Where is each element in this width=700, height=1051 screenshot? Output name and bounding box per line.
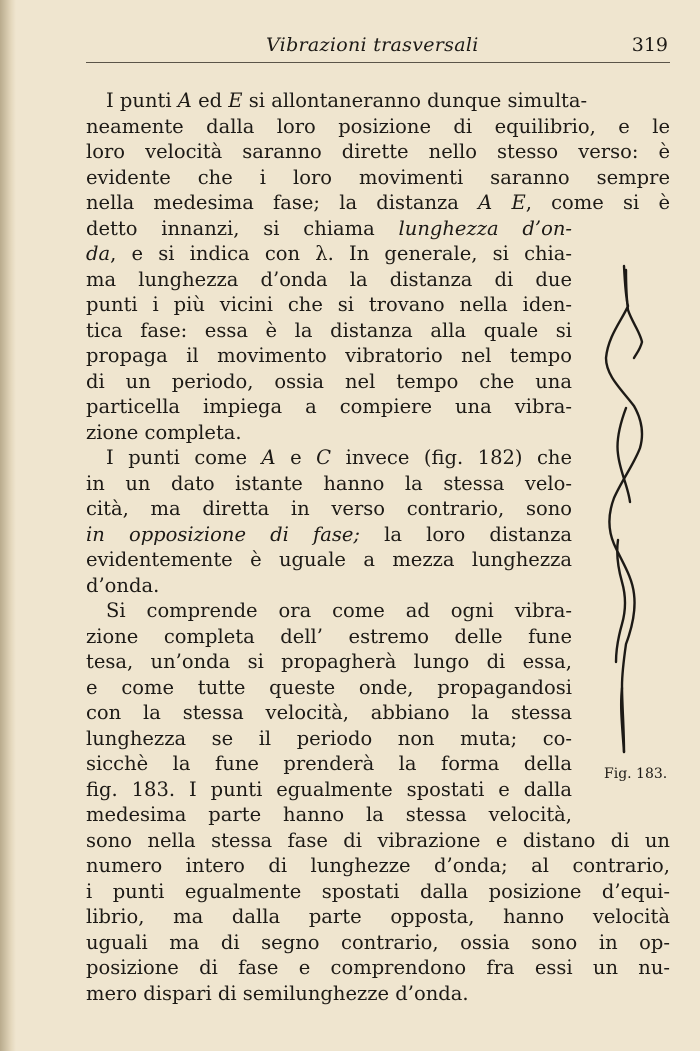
text-line: i punti egualmente spostati dalla posizione d’equi-: [86, 880, 670, 903]
page-number: 319: [631, 34, 668, 56]
page-edge: [0, 0, 16, 1051]
text-line: cità, ma diretta in verso contrario, sono: [86, 497, 572, 520]
text-line: zione completa dell’ estremo delle fune: [86, 625, 572, 648]
text-line: posizione di fase e comprendono fra essi un nu-: [86, 956, 670, 979]
text-line: particella impiega a compiere una vibra-: [86, 395, 572, 418]
text-line: tica fase: essa è la distanza alla quale si: [86, 319, 572, 342]
text-line: evidentemente è uguale a mezza lunghezza: [86, 548, 572, 571]
text-line: evidente che i loro movimenti saranno sempre: [86, 166, 670, 189]
text-line: I punti A ed E si allontaneranno dunque simulta-: [106, 89, 588, 112]
running-title: Vibrazioni trasversali: [266, 34, 479, 56]
text-line: e come tutte queste onde, propagandosi: [86, 676, 572, 699]
text-line: in opposizione di fase; la loro distanza: [86, 523, 572, 546]
text-line: Si comprende ora come ad ogni vibra-: [106, 599, 572, 622]
text-line: uguali ma di segno contrario, ossia sono in op-: [86, 931, 670, 954]
rope-line-a: [606, 266, 642, 752]
text-line: detto innanzi, si chiama lunghezza d’on-: [86, 217, 572, 240]
text-line: mero dispari di semilunghezze d’onda.: [86, 982, 469, 1005]
text-line: da, e si indica con λ. In generale, si chia-: [86, 242, 572, 265]
text-line: propaga il movimento vibratorio nel tempo: [86, 344, 572, 367]
text-line: nella medesima fase; la distanza A E, come si è: [86, 191, 670, 214]
text-line: zione completa.: [86, 421, 242, 444]
running-head: [86, 30, 670, 60]
text-line: sono nella stessa fase di vibrazione e distano di un: [86, 829, 670, 852]
text-line: numero intero di lunghezze d’onda; al contrario,: [86, 854, 670, 877]
text-line: tesa, un’onda si propagherà lungo di essa,: [86, 650, 572, 673]
wave-rope-illustration: [596, 258, 656, 758]
text-line: con la stessa velocità, abbiano la stessa: [86, 701, 572, 724]
text-line: medesima parte hanno la stessa velocità,: [86, 803, 572, 826]
text-line: librio, ma dalla parte opposta, hanno velocità: [86, 905, 670, 928]
text-line: ma lunghezza d’onda la distanza di due: [86, 268, 572, 291]
rope-line-b: [616, 270, 642, 752]
text-line: in un dato istante hanno la stessa velo-: [86, 472, 572, 495]
text-line: I punti come A e C invece (fig. 182) che: [106, 446, 573, 469]
text-line: punti i più vicini che si trovano nella iden-: [86, 293, 572, 316]
text-line: loro velocità saranno dirette nello stesso verso: è: [86, 140, 670, 163]
text-line: neamente dalla loro posizione di equilibrio, e le: [86, 115, 670, 138]
header-rule: [86, 62, 670, 63]
figure-183-wave-rope: [596, 258, 656, 758]
text-line: fig. 183. I punti egualmente spostati e dalla: [86, 778, 572, 801]
figure-caption: Fig. 183.: [604, 766, 668, 782]
text-line: sicchè la fune prenderà la forma della: [86, 752, 572, 775]
text-line: d’onda.: [86, 574, 160, 597]
text-line: di un periodo, ossia nel tempo che una: [86, 370, 572, 393]
text-line: lunghezza se il periodo non muta; co-: [86, 727, 572, 750]
